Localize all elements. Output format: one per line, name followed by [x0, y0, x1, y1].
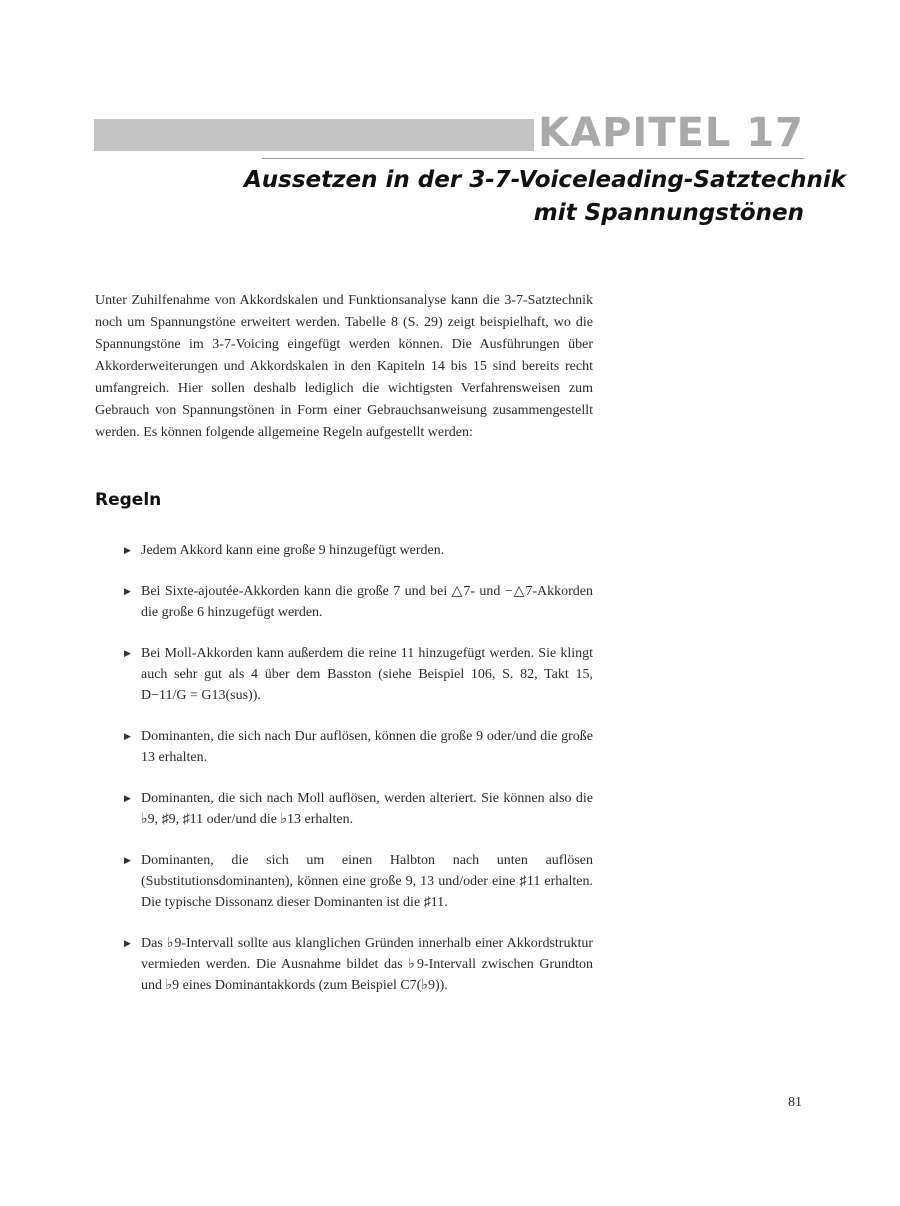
bullet-arrow-icon: ▶ [124, 586, 131, 596]
rule-item-2 [122, 581, 593, 623]
rule-text: Das ♭9-Intervall sollte aus klanglichen Gründen innerhalb einer Akkordstruktur vermieden werden. Die Ausnahme bildet das ♭9-Intervall zwischen Grundton und ♭9 eines Dominantakkords (zum Beispiel C7(♭9)). [141, 936, 593, 993]
title-divider [262, 158, 804, 159]
bullet-arrow-icon: ▶ [124, 545, 131, 555]
rule-item-5 [122, 788, 593, 830]
chapter-header-bar [94, 119, 534, 151]
chapter-title-line-2: mit Spannungstönen [533, 200, 804, 226]
rules-list [122, 540, 593, 1016]
chapter-title [244, 164, 847, 230]
rule-text: Bei Sixte-ajoutée-Akkorden kann die große 7 und bei △7- und −△7-Akkorden die große 6 hinzugefügt werden. [141, 584, 593, 620]
rule-text: Bei Moll-Akkorden kann außerdem die reine 11 hinzugefügt werden. Sie klingt auch sehr gut als 4 über dem Basston (siehe Beispiel 106, S. 82, Takt 15, D−11/G = G13(sus)). [141, 646, 593, 703]
chapter-title-line-1: Aussetzen in der 3-7-Voiceleading-Satztechnik [244, 167, 847, 193]
rule-item-7 [122, 933, 593, 996]
chapter-label: KAPITEL 17 [538, 110, 804, 156]
rule-item-4 [122, 726, 593, 768]
section-heading: Regeln [95, 490, 162, 510]
bullet-arrow-icon: ▶ [124, 855, 131, 865]
bullet-arrow-icon: ▶ [124, 938, 131, 948]
rule-text: Dominanten, die sich nach Moll auflösen, werden alteriert. Sie können also die ♭9, ♯9, ♯11 oder/und die ♭13 erhalten. [141, 791, 593, 827]
rule-text: Dominanten, die sich um einen Halbton nach unten auflösen (Substitutionsdominanten), können eine große 9, 13 und/oder eine ♯11 erhalten. Die typische Dissonanz dieser Dominanten ist die ♯11. [141, 853, 593, 910]
rule-text: Dominanten, die sich nach Dur auflösen, können die große 9 oder/und die große 13 erhalten. [141, 729, 593, 765]
bullet-arrow-icon: ▶ [124, 793, 131, 803]
page-number: 81 [788, 1095, 802, 1110]
bullet-arrow-icon: ▶ [124, 731, 131, 741]
rule-item-6 [122, 850, 593, 913]
rule-item-1 [122, 540, 593, 561]
rule-text: Jedem Akkord kann eine große 9 hinzugefügt werden. [141, 543, 445, 558]
bullet-arrow-icon: ▶ [124, 648, 131, 658]
rule-item-3 [122, 643, 593, 706]
intro-paragraph: Unter Zuhilfenahme von Akkordskalen und Funktionsanalyse kann die 3-7-Satztechnik noch um Spannungstöne erweitert werden. Tabelle 8 (S. 29) zeigt beispielhaft, wo die Spannungstöne im 3-7-Voicing eingefügt werden können. Die Ausführungen über Akkorderweiterungen und Akkordskalen in den Kapiteln 14 bis 15 sind bereits recht umfangreich. Hier sollen deshalb lediglich die wichtigsten Verfahrensweisen zum Gebrauch von Spannungstönen in Form einer Gebrauchsanweisung zusammengestellt werden. Es können folgende allgemeine Regeln aufgestellt werden: [95, 293, 593, 440]
